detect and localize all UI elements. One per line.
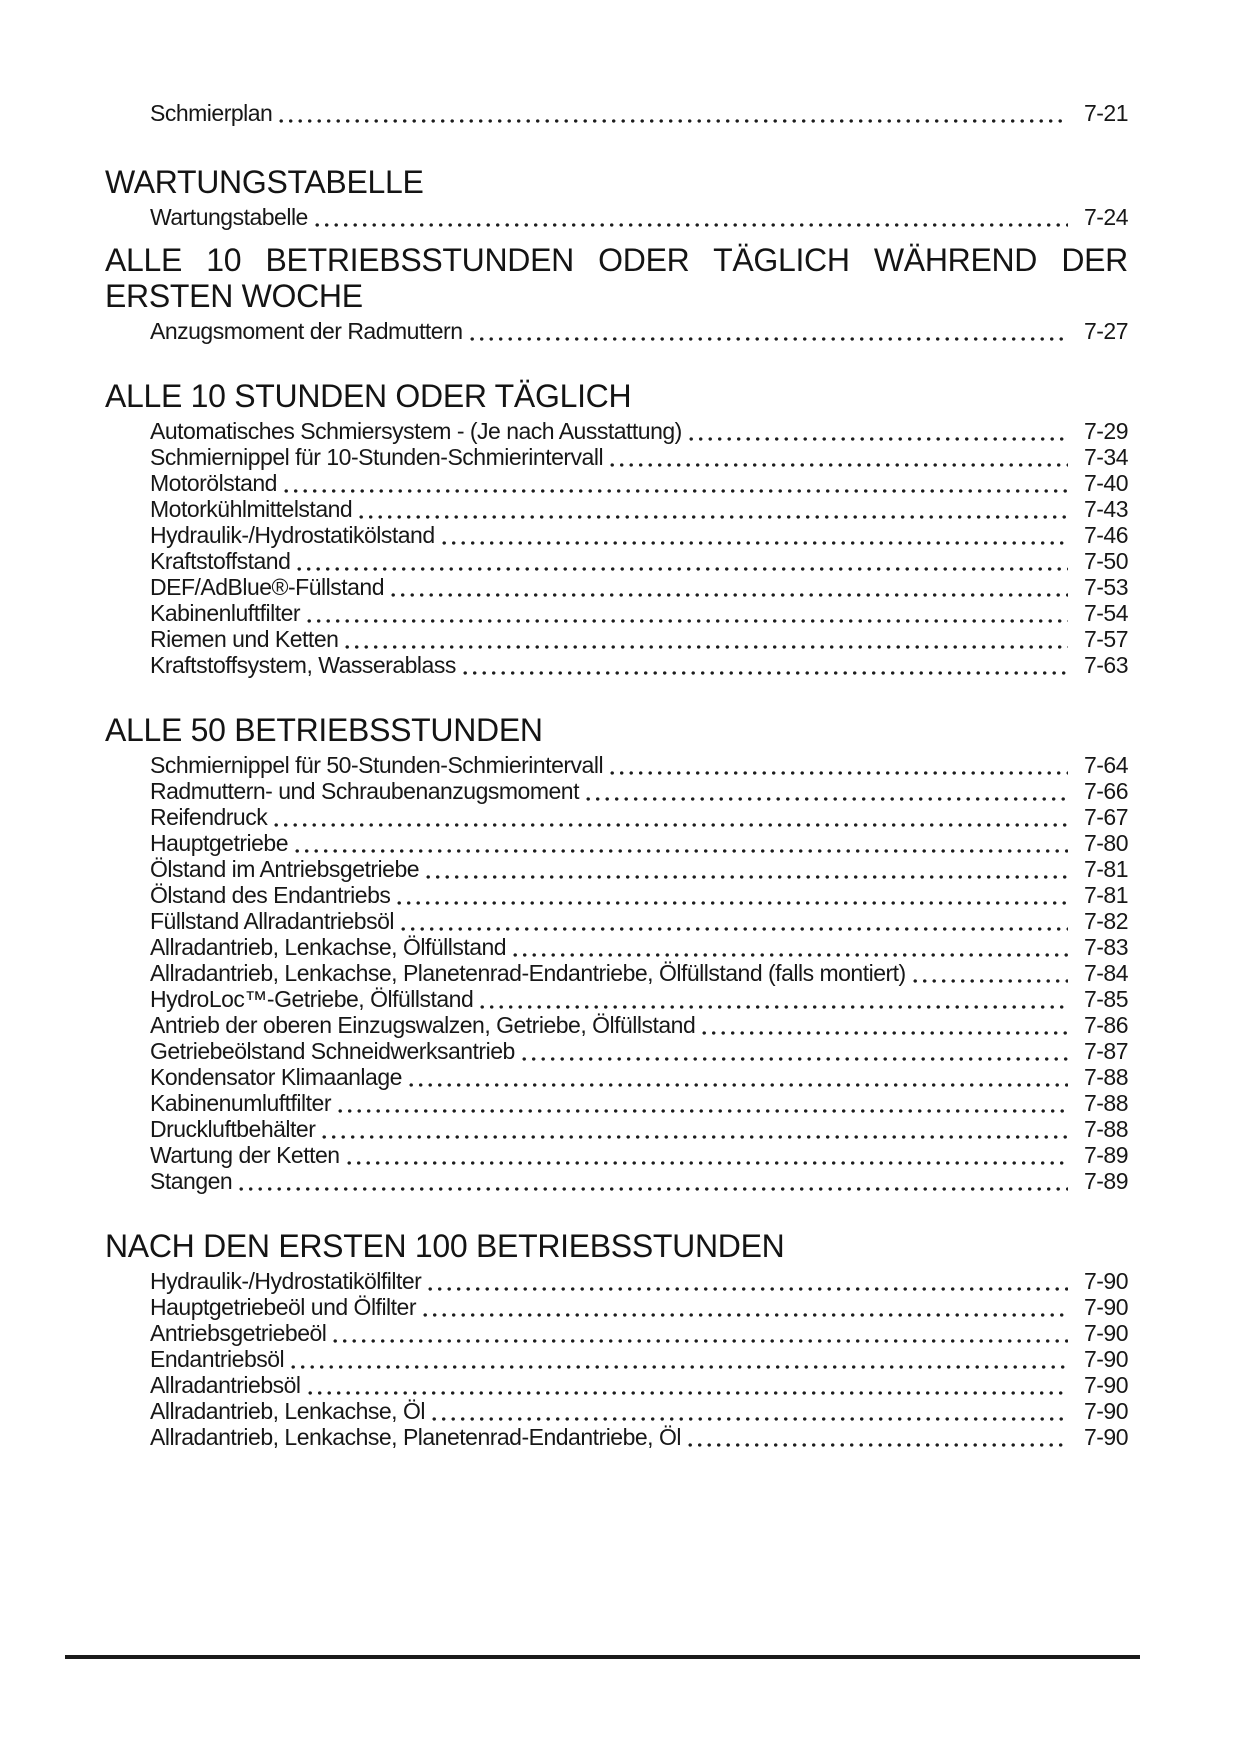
toc-entry-label: Hydraulik-/Hydrostatikölfilter: [150, 1268, 422, 1294]
toc-entry: [150, 1268, 1128, 1294]
dot-leader: [307, 618, 1068, 626]
dot-leader: [426, 874, 1068, 882]
toc-entry-label: Getriebeölstand Schneidwerksantrieb: [150, 1038, 515, 1064]
toc-entry: [150, 856, 1128, 882]
toc-entry: [150, 600, 1128, 626]
toc-entry-page: 7-83: [1083, 934, 1128, 960]
dot-leader: [423, 1312, 1068, 1320]
toc-entry-label: Schmiernippel für 50-Stunden-Schmierintervall: [150, 752, 604, 778]
toc-entry-page: 7-89: [1083, 1142, 1128, 1168]
toc-section: [105, 712, 1128, 1194]
toc-entry: [150, 778, 1128, 804]
toc-entry-label: Schmierplan: [150, 100, 273, 126]
toc-entry: [150, 830, 1128, 856]
toc-entry: [150, 522, 1128, 548]
toc-entry-label: Antriebsgetriebeöl: [150, 1320, 327, 1346]
dot-leader: [610, 462, 1068, 470]
toc-entry: [150, 908, 1128, 934]
toc-entry: [150, 752, 1128, 778]
toc-entry: [150, 1012, 1128, 1038]
toc-entry-page: 7-85: [1083, 986, 1128, 1012]
toc-entry: [150, 960, 1128, 986]
toc-entry: [150, 1168, 1128, 1194]
section-heading-line: ALLE 50 BETRIEBSSTUNDEN: [105, 712, 543, 748]
toc-section: [105, 100, 1128, 126]
toc-entry-label: Allradantrieb, Lenkachse, Planetenrad-Endantriebe, Öl: [150, 1424, 681, 1450]
section-heading-line: ALLE 10 STUNDEN ODER TÄGLICH: [105, 378, 632, 414]
toc: [105, 100, 1128, 1450]
toc-entry-label: Allradantriebsöl: [150, 1372, 301, 1398]
dot-leader: [338, 1108, 1068, 1116]
section-heading: [105, 378, 1128, 414]
toc-entry: [150, 652, 1128, 678]
section-heading-line: WARTUNGSTABELLE: [105, 164, 424, 200]
section-heading: [105, 242, 1128, 314]
dot-leader: [347, 1160, 1068, 1168]
toc-entry-label: Anzugsmoment der Radmuttern: [150, 318, 463, 344]
toc-entry: [150, 1294, 1128, 1320]
toc-entry: [150, 444, 1128, 470]
toc-entry: [150, 1116, 1128, 1142]
toc-entry-page: 7-24: [1083, 204, 1128, 230]
toc-entry-label: Kondensator Klimaanlage: [150, 1064, 402, 1090]
toc-entry: [150, 1372, 1128, 1398]
toc-entry-page: 7-80: [1083, 830, 1128, 856]
toc-entry-page: 7-89: [1083, 1168, 1128, 1194]
toc-entry-label: Druckluftbehälter: [150, 1116, 316, 1142]
dot-leader: [297, 566, 1068, 574]
dot-leader: [322, 1134, 1068, 1142]
toc-entry-label: Kraftstoffstand: [150, 548, 291, 574]
dot-leader: [470, 336, 1069, 344]
toc-entry: [150, 804, 1128, 830]
toc-entry-label: Wartungstabelle: [150, 204, 308, 230]
dot-leader: [274, 822, 1068, 830]
toc-entry-page: 7-90: [1083, 1372, 1128, 1398]
toc-entry-label: Automatisches Schmiersystem - (Je nach Ausstattung): [150, 418, 682, 444]
dot-leader: [295, 848, 1068, 856]
toc-entry-label: Füllstand Allradantriebsöl: [150, 908, 394, 934]
dot-leader: [463, 670, 1068, 678]
toc-entry: [150, 626, 1128, 652]
section-heading: [105, 164, 1128, 200]
dot-leader: [401, 926, 1068, 934]
toc-entry: [150, 496, 1128, 522]
toc-entry-label: Allradantrieb, Lenkachse, Öl: [150, 1398, 425, 1424]
toc-entry-label: Riemen und Ketten: [150, 626, 339, 652]
toc-entry: [150, 986, 1128, 1012]
toc-entry-page: 7-64: [1083, 752, 1128, 778]
toc-entry-label: Stangen: [150, 1168, 233, 1194]
toc-entry-page: 7-27: [1083, 318, 1128, 344]
toc-entry-label: Allradantrieb, Lenkachse, Planetenrad-Endantriebe, Ölfüllstand (falls montiert): [150, 960, 906, 986]
dot-leader: [586, 796, 1068, 804]
dot-leader: [409, 1082, 1068, 1090]
dot-leader: [610, 770, 1068, 778]
toc-entry-page: 7-88: [1083, 1090, 1128, 1116]
toc-entry-page: 7-21: [1083, 100, 1128, 126]
dot-leader: [480, 1004, 1068, 1012]
section-heading: [105, 1228, 1128, 1264]
toc-entry-label: DEF/AdBlue®-Füllstand: [150, 574, 384, 600]
toc-entry-page: 7-87: [1083, 1038, 1128, 1064]
toc-entry-page: 7-90: [1083, 1320, 1128, 1346]
dot-leader: [702, 1030, 1068, 1038]
dot-leader: [345, 644, 1068, 652]
toc-entry-page: 7-66: [1083, 778, 1128, 804]
dot-leader: [397, 900, 1068, 908]
toc-section: [105, 164, 1128, 230]
toc-entry: [150, 318, 1128, 344]
toc-entry: [150, 934, 1128, 960]
toc-section: [105, 1228, 1128, 1450]
toc-entry-page: 7-63: [1083, 652, 1128, 678]
toc-entry-label: Ölstand des Endantriebs: [150, 882, 391, 908]
toc-entry-label: Endantriebsöl: [150, 1346, 285, 1372]
toc-entry-page: 7-54: [1083, 600, 1128, 626]
toc-entry-label: HydroLoc™-Getriebe, Ölfüllstand: [150, 986, 474, 1012]
dot-leader: [513, 952, 1068, 960]
dot-leader: [315, 222, 1068, 230]
toc-entry-page: 7-34: [1083, 444, 1128, 470]
toc-entry-label: Hauptgetriebeöl und Ölfilter: [150, 1294, 416, 1320]
toc-entry: [150, 1320, 1128, 1346]
toc-entry: [150, 1346, 1128, 1372]
toc-section: [105, 242, 1128, 344]
toc-entry-page: 7-86: [1083, 1012, 1128, 1038]
toc-entry-page: 7-90: [1083, 1424, 1128, 1450]
toc-entry-label: Motorkühlmittelstand: [150, 496, 353, 522]
section-heading-line: ALLE 10 BETRIEBSSTUNDEN ODER TÄGLICH WÄHREND DER: [105, 242, 1128, 278]
toc-entry-label: Ölstand im Antriebsgetriebe: [150, 856, 420, 882]
section-heading: [105, 712, 1128, 748]
toc-entry: [150, 470, 1128, 496]
toc-entry-page: 7-84: [1083, 960, 1128, 986]
toc-entry: [150, 1090, 1128, 1116]
toc-entry-page: 7-90: [1083, 1268, 1128, 1294]
toc-entry-page: 7-46: [1083, 522, 1128, 548]
toc-entry-page: 7-81: [1083, 856, 1128, 882]
toc-entry: [150, 100, 1128, 126]
toc-entry-page: 7-53: [1083, 574, 1128, 600]
toc-entry-page: 7-90: [1083, 1398, 1128, 1424]
dot-leader: [428, 1286, 1068, 1294]
toc-entry-label: Kraftstoffsystem, Wasserablass: [150, 652, 456, 678]
dot-leader: [291, 1364, 1068, 1372]
dot-leader: [689, 436, 1068, 444]
toc-entry: [150, 1064, 1128, 1090]
toc-entry: [150, 1142, 1128, 1168]
toc-entry-page: 7-40: [1083, 470, 1128, 496]
toc-entry-page: 7-29: [1083, 418, 1128, 444]
toc-entry-page: 7-88: [1083, 1116, 1128, 1142]
toc-entry: [150, 882, 1128, 908]
toc-entry-label: Motorölstand: [150, 470, 277, 496]
toc-entry-label: Antrieb der oberen Einzugswalzen, Getriebe, Ölfüllstand: [150, 1012, 696, 1038]
toc-entry-page: 7-57: [1083, 626, 1128, 652]
toc-entry-page: 7-82: [1083, 908, 1128, 934]
toc-entry: [150, 1398, 1128, 1424]
toc-entry-label: Kabinenumluftfilter: [150, 1090, 331, 1116]
toc-entry-page: 7-50: [1083, 548, 1128, 574]
dot-leader: [359, 514, 1068, 522]
dot-leader: [279, 118, 1068, 126]
toc-entry: [150, 548, 1128, 574]
toc-entry-page: 7-88: [1083, 1064, 1128, 1090]
toc-entry-label: Radmuttern- und Schraubenanzugsmoment: [150, 778, 579, 804]
toc-entry-label: Hydraulik-/Hydrostatikölstand: [150, 522, 435, 548]
toc-entry: [150, 204, 1128, 230]
toc-entry: [150, 418, 1128, 444]
dot-leader: [239, 1186, 1068, 1194]
section-heading-line: NACH DEN ERSTEN 100 BETRIEBSSTUNDEN: [105, 1228, 785, 1264]
toc-entry-label: Schmiernippel für 10-Stunden-Schmierintervall: [150, 444, 604, 470]
toc-entry-label: Kabinenluftfilter: [150, 600, 301, 626]
toc-entry-page: 7-90: [1083, 1346, 1128, 1372]
toc-entry-label: Hauptgetriebe: [150, 830, 288, 856]
toc-entry: [150, 1424, 1128, 1450]
toc-entry: [150, 574, 1128, 600]
dot-leader: [333, 1338, 1068, 1346]
toc-entry: [150, 1038, 1128, 1064]
toc-entry-page: 7-90: [1083, 1294, 1128, 1320]
dot-leader: [391, 592, 1068, 600]
toc-entry-label: Wartung der Ketten: [150, 1142, 340, 1168]
dot-leader: [913, 978, 1068, 986]
toc-entry-page: 7-81: [1083, 882, 1128, 908]
dot-leader: [308, 1390, 1068, 1398]
toc-section: [105, 378, 1128, 678]
toc-entry-page: 7-43: [1083, 496, 1128, 522]
toc-entry-page: 7-67: [1083, 804, 1128, 830]
dot-leader: [688, 1442, 1068, 1450]
dot-leader: [522, 1056, 1068, 1064]
footer-rule: [65, 1655, 1140, 1659]
section-heading-line: ERSTEN WOCHE: [105, 278, 363, 314]
dot-leader: [442, 540, 1068, 548]
dot-leader: [432, 1416, 1068, 1424]
toc-entry-label: Reifendruck: [150, 804, 268, 830]
toc-entry-label: Allradantrieb, Lenkachse, Ölfüllstand: [150, 934, 507, 960]
dot-leader: [284, 488, 1068, 496]
